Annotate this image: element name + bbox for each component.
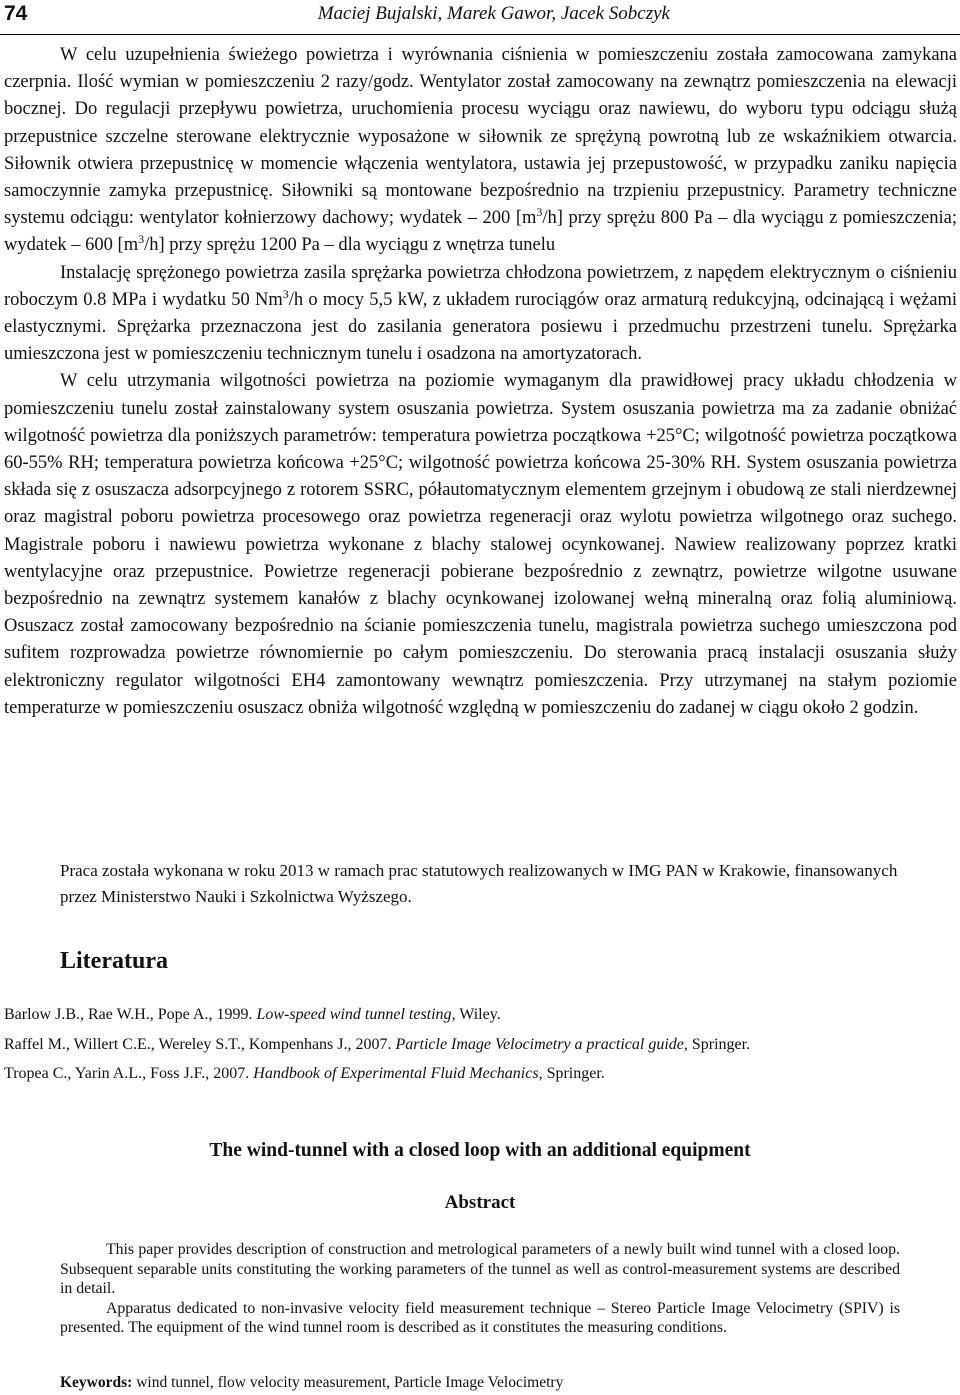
english-title: The wind-tunnel with a closed loop with an additional equipment xyxy=(209,1140,751,1161)
reference-title: Low-speed wind tunnel testing xyxy=(256,1006,452,1023)
reference-authors: Raffel M., Willert C.E., Wereley S.T., Kompenhans J., 2007. xyxy=(4,1035,396,1053)
reference-authors: Tropea C., Yarin A.L., Foss J.F., 2007. xyxy=(4,1065,254,1082)
paragraph-1-text-b: /h] przy sprężu 800 Pa – dla wyciągu z pomieszczenia; wydatek – 600 [m xyxy=(4,208,958,256)
abstract xyxy=(60,1240,900,1338)
page-header xyxy=(0,0,960,35)
reference-item xyxy=(4,1059,954,1089)
literature-heading: Literatura xyxy=(60,948,168,974)
superscript: 3 xyxy=(536,205,543,220)
paragraph-2-text-a: Instalację sprężonego powietrza zasila sprężarka powietrza chłodzona powietrzem, z napędem elektrycznym o ciśnieniu roboczym 0.8 MPa i wydatku 50 Nm xyxy=(4,262,957,310)
paragraph-3: W celu utrzymania wilgotności powietrza na poziomie wymaganym dla prawidłowej pracy układu chłodzenia w pomieszczeniu tunelu został zainstalowany system osuszania powietrza. System osuszania powietrza ma za zadanie obniżać wilgotność powietrza dla poniższych parametrów: temperatura powietrza początkowa +25°C; wilgotność powietrza początkowa 60-55% RH; temperatura powietrza końcowa +25°C; wilgotność powietrza końcowa 25-30% RH. System osuszania powietrza składa się z osuszacza adsorpcyjnego z rotorem SSRC, półautomatycznym elementem grzejnym i obudową ze stali nierdzewnej oraz magistral poboru powietrza procesowego oraz powietrza regeneracji oraz wylotu powietrza wilgotnego oraz suchego. Magistrale poboru i nawiewu powietrza wykonane z blachy stalowej ocynkowanej. Nawiew realizowany poprzez kratki wentylacyjne oraz przepustnice. Powietrze regeneracji pobierane bezpośrednio z zewnątrz, powietrze wilgotne usuwane bezpośrednio na zewnątrz systemem kanałów z blachy ocynkowanej izolowanej wełną mineralną oraz folią aluminiową. Osuszacz został zamocowany bezpośrednio na ścianie pomieszczenia tunelu, magistrala powietrza suchego umieszczona pod sufitem rozprowadza powietrze równomiernie po całym pomieszczeniu. Do sterowania pracą instalacji osuszania służy elektroniczny regulator wilgotności EH4 zamontowany wewnątrz pomieszczenia. Przy utrzymanej na stałym poziomie temperaturze w pomieszczeniu osuszacz obniża wilgotność względną w pomieszczeniu do zadanej w ciągu około 2 godzin. xyxy=(4,371,957,718)
keywords xyxy=(60,1374,563,1392)
keywords-label: Keywords: xyxy=(60,1374,133,1391)
reference-title: Particle Image Velocimetry a practical guide xyxy=(395,1035,684,1053)
paragraph-1-text-a: W celu uzupełnienia świeżego powietrza i wyrównania ciśnienia w pomieszczeniu została zamocowana zamykana czerpnia. Ilość wymian w pomieszczeniu 2 razy/godz. Wentylator został zamocowany na zewnątrz pomieszczenia na elewacji bocznej. Do regulacji przepływu powietrza, uruchomienia procesu wyciągu oraz nawiewu, do wyboru typu odciągu służą przepustnice szczelne sterowane elektrycznie wyposażone w siłownik ze sprężyną powrotną lub ze wskaźnikiem otwarcia. Siłownik otwiera przepustnicę w momencie włączenia wentylatora, ustawia jej przepustowość, w przypadku zaniku napięcia samoczynnie zamyka przepustnicę. Siłowniki są montowane bezpośrednio na trzpieniu przepustnicy. Parametry techniczne systemu odciągu: wentylator kołnierzowy dachowy; wydatek – 200 [m xyxy=(4,45,957,229)
abstract-paragraph-2: Apparatus dedicated to non-invasive velocity field measurement technique – Stereo Particle Image Velocimetry (SPIV) is presented. The equipment of the wind tunnel room is described as it constitutes the measuring conditions. xyxy=(60,1299,900,1336)
abstract-paragraph-1: This paper provides description of construction and metrological parameters of a newly built wind tunnel with a closed loop. Subsequent separable units constituting the working parameters of the tunnel as well as control-measurement systems are described in detail. xyxy=(60,1241,900,1297)
reference-item xyxy=(4,1000,954,1030)
paragraph-2-text-b: /h o mocy 5,5 kW, z układem rurociągów oraz armaturą redukcyjną, odcinającą i wężami elastycznymi. Sprężarka przeznaczona jest do zasilania generatora posiewu i przedmuchu przestrzeni tunelu. Sprężarka umieszczona jest w pomieszczeniu technicznym tunelu i osadzona na amortyzatorach. xyxy=(4,289,957,365)
reference-publisher: , Springer. xyxy=(683,1035,751,1053)
reference-authors: Barlow J.B., Rae W.H., Pope A., 1999. xyxy=(4,1006,257,1023)
superscript: 3 xyxy=(138,232,145,247)
reference-publisher: , Wiley. xyxy=(451,1006,501,1023)
paragraph-1 xyxy=(4,42,957,260)
abstract-heading: Abstract xyxy=(444,1192,516,1213)
superscript: 3 xyxy=(282,286,289,301)
paragraph-1-text-c: /h] przy sprężu 1200 Pa – dla wyciągu z wnętrza tunelu xyxy=(144,235,556,256)
running-title: Maciej Bujalski, Marek Gawor, Jacek Sobczyk xyxy=(317,3,670,24)
keywords-list: wind tunnel, flow velocity measurement, Particle Image Velocimetry xyxy=(132,1374,564,1391)
reference-publisher: , Springer. xyxy=(538,1065,605,1082)
reference-list xyxy=(4,1000,954,1089)
paragraph-2 xyxy=(4,260,957,369)
page-number: 74 xyxy=(4,2,28,25)
funding-note: Praca została wykonana w roku 2013 w ramach prac statutowych realizowanych w IMG PAN w Krakowie, finansowanych przez Ministerstwo Nauki i Szkolnictwa Wyższego. xyxy=(60,861,898,906)
reference-item xyxy=(4,1030,954,1060)
body-text xyxy=(4,42,957,722)
reference-title: Handbook of Experimental Fluid Mechanics xyxy=(253,1065,539,1082)
